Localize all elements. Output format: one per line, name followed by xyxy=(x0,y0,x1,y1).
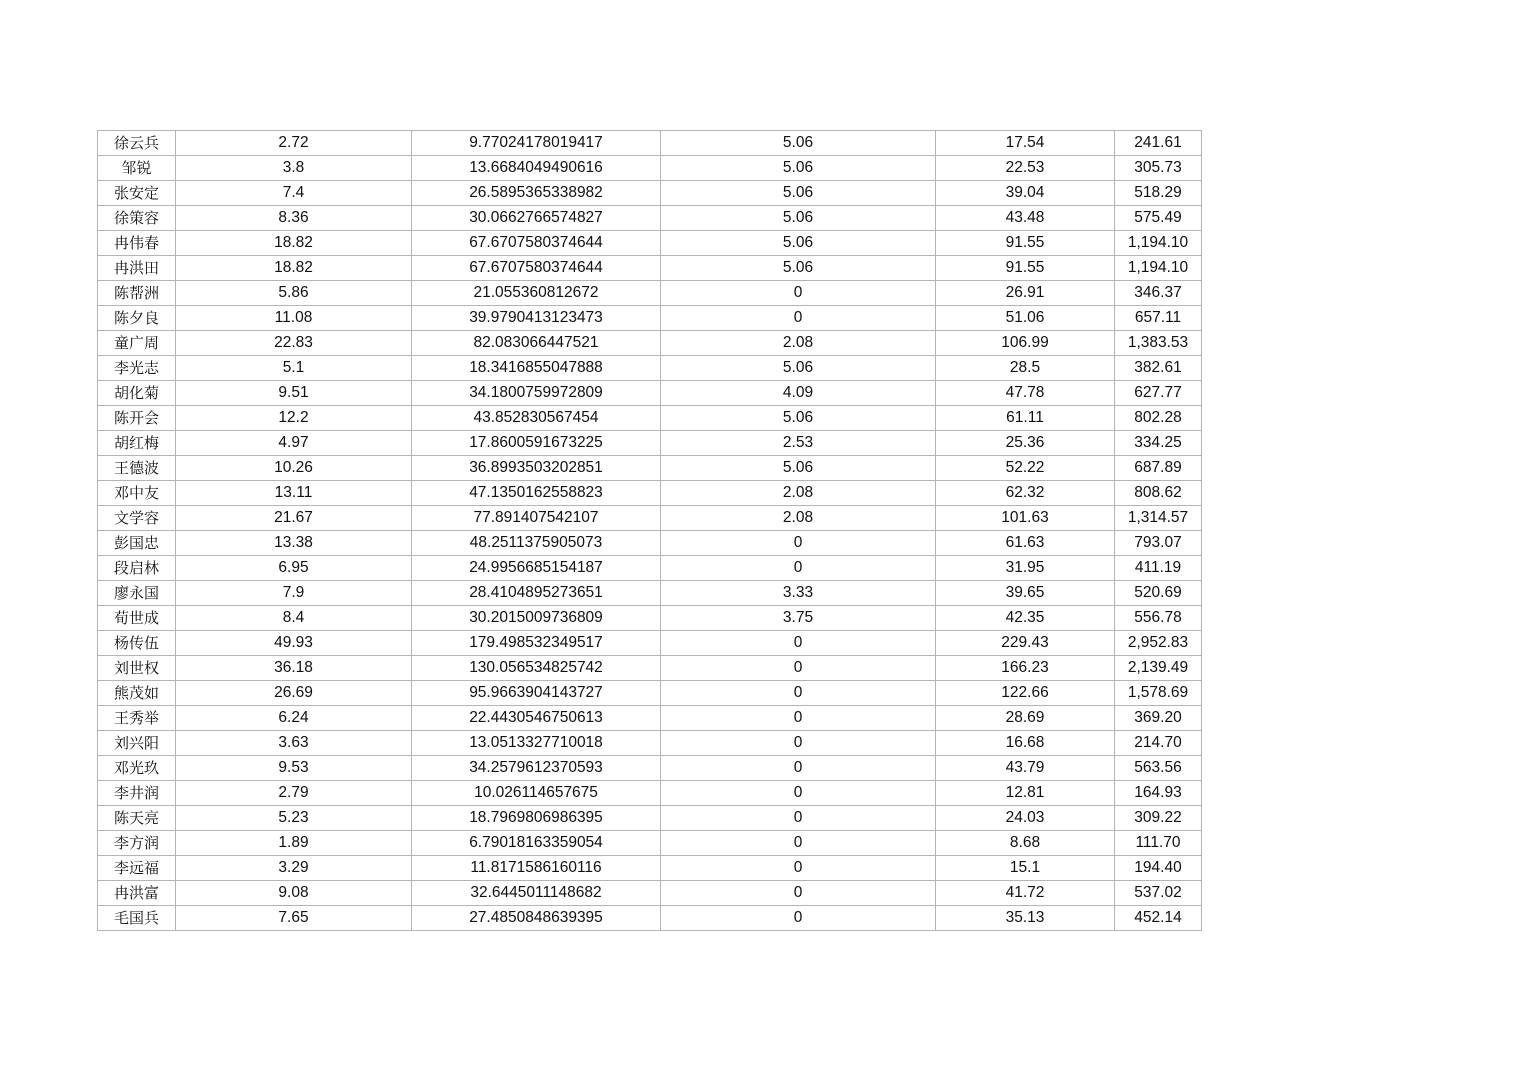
amount-cell: 518.29 xyxy=(1115,181,1202,206)
value-cell-3: 0 xyxy=(661,656,936,681)
amount-cell: 1,314.57 xyxy=(1115,506,1202,531)
value-cell-3: 0 xyxy=(661,556,936,581)
value-cell-3: 5.06 xyxy=(661,181,936,206)
value-cell-4: 28.69 xyxy=(936,706,1115,731)
name-cell: 陈帮洲 xyxy=(98,281,176,306)
value-cell-4: 43.48 xyxy=(936,206,1115,231)
value-cell-2: 34.2579612370593 xyxy=(412,756,661,781)
value-cell-1: 49.93 xyxy=(176,631,412,656)
value-cell-3: 0 xyxy=(661,756,936,781)
table-row xyxy=(98,256,1202,281)
value-cell-1: 1.89 xyxy=(176,831,412,856)
value-cell-3: 5.06 xyxy=(661,406,936,431)
name-cell: 段启林 xyxy=(98,556,176,581)
table-row xyxy=(98,631,1202,656)
value-cell-3: 0 xyxy=(661,631,936,656)
value-cell-4: 42.35 xyxy=(936,606,1115,631)
table-row xyxy=(98,606,1202,631)
value-cell-2: 30.2015009736809 xyxy=(412,606,661,631)
table-row xyxy=(98,731,1202,756)
value-cell-3: 4.09 xyxy=(661,381,936,406)
value-cell-3: 3.75 xyxy=(661,606,936,631)
value-cell-3: 0 xyxy=(661,831,936,856)
amount-cell: 241.61 xyxy=(1115,131,1202,156)
value-cell-3: 0 xyxy=(661,306,936,331)
value-cell-4: 39.65 xyxy=(936,581,1115,606)
value-cell-2: 34.1800759972809 xyxy=(412,381,661,406)
value-cell-4: 26.91 xyxy=(936,281,1115,306)
table-row xyxy=(98,306,1202,331)
name-cell: 廖永国 xyxy=(98,581,176,606)
table-row xyxy=(98,181,1202,206)
name-cell: 陈夕良 xyxy=(98,306,176,331)
value-cell-1: 22.83 xyxy=(176,331,412,356)
table-row xyxy=(98,531,1202,556)
value-cell-2: 24.9956685154187 xyxy=(412,556,661,581)
value-cell-4: 16.68 xyxy=(936,731,1115,756)
value-cell-4: 166.23 xyxy=(936,656,1115,681)
value-cell-1: 7.65 xyxy=(176,906,412,931)
value-cell-4: 15.1 xyxy=(936,856,1115,881)
table-row xyxy=(98,781,1202,806)
table-row xyxy=(98,381,1202,406)
value-cell-2: 13.6684049490616 xyxy=(412,156,661,181)
value-cell-4: 91.55 xyxy=(936,231,1115,256)
value-cell-1: 5.23 xyxy=(176,806,412,831)
value-cell-1: 3.63 xyxy=(176,731,412,756)
value-cell-1: 18.82 xyxy=(176,231,412,256)
value-cell-2: 21.055360812672 xyxy=(412,281,661,306)
name-cell: 邹锐 xyxy=(98,156,176,181)
value-cell-1: 21.67 xyxy=(176,506,412,531)
amount-cell: 369.20 xyxy=(1115,706,1202,731)
table-row xyxy=(98,906,1202,931)
amount-cell: 164.93 xyxy=(1115,781,1202,806)
value-cell-2: 179.498532349517 xyxy=(412,631,661,656)
value-cell-2: 67.6707580374644 xyxy=(412,256,661,281)
value-cell-2: 6.79018163359054 xyxy=(412,831,661,856)
name-cell: 邓中友 xyxy=(98,481,176,506)
table-row xyxy=(98,131,1202,156)
value-cell-2: 95.9663904143727 xyxy=(412,681,661,706)
value-cell-1: 26.69 xyxy=(176,681,412,706)
value-cell-3: 0 xyxy=(661,531,936,556)
table-row xyxy=(98,856,1202,881)
amount-cell: 556.78 xyxy=(1115,606,1202,631)
name-cell: 冉洪田 xyxy=(98,256,176,281)
value-cell-2: 47.1350162558823 xyxy=(412,481,661,506)
table-row xyxy=(98,431,1202,456)
value-cell-3: 5.06 xyxy=(661,256,936,281)
value-cell-4: 31.95 xyxy=(936,556,1115,581)
name-cell: 毛国兵 xyxy=(98,906,176,931)
value-cell-3: 2.08 xyxy=(661,481,936,506)
value-cell-3: 0 xyxy=(661,856,936,881)
name-cell: 彭国忠 xyxy=(98,531,176,556)
value-cell-1: 5.86 xyxy=(176,281,412,306)
amount-cell: 346.37 xyxy=(1115,281,1202,306)
amount-cell: 563.56 xyxy=(1115,756,1202,781)
table-row xyxy=(98,806,1202,831)
name-cell: 张安定 xyxy=(98,181,176,206)
amount-cell: 537.02 xyxy=(1115,881,1202,906)
value-cell-4: 24.03 xyxy=(936,806,1115,831)
value-cell-1: 36.18 xyxy=(176,656,412,681)
name-cell: 徐云兵 xyxy=(98,131,176,156)
value-cell-4: 229.43 xyxy=(936,631,1115,656)
value-cell-3: 0 xyxy=(661,706,936,731)
amount-cell: 808.62 xyxy=(1115,481,1202,506)
amount-cell: 520.69 xyxy=(1115,581,1202,606)
name-cell: 徐策容 xyxy=(98,206,176,231)
amount-cell: 2,139.49 xyxy=(1115,656,1202,681)
value-cell-4: 35.13 xyxy=(936,906,1115,931)
name-cell: 胡化菊 xyxy=(98,381,176,406)
value-cell-2: 28.4104895273651 xyxy=(412,581,661,606)
value-cell-1: 6.95 xyxy=(176,556,412,581)
value-cell-2: 10.026114657675 xyxy=(412,781,661,806)
value-cell-2: 11.8171586160116 xyxy=(412,856,661,881)
table-row xyxy=(98,456,1202,481)
value-cell-3: 2.53 xyxy=(661,431,936,456)
value-cell-2: 43.852830567454 xyxy=(412,406,661,431)
value-cell-1: 7.9 xyxy=(176,581,412,606)
value-cell-4: 47.78 xyxy=(936,381,1115,406)
table-row xyxy=(98,406,1202,431)
table-row xyxy=(98,881,1202,906)
value-cell-1: 3.8 xyxy=(176,156,412,181)
value-cell-3: 5.06 xyxy=(661,156,936,181)
amount-cell: 382.61 xyxy=(1115,356,1202,381)
value-cell-4: 25.36 xyxy=(936,431,1115,456)
amount-cell: 305.73 xyxy=(1115,156,1202,181)
table-row xyxy=(98,756,1202,781)
value-cell-1: 2.79 xyxy=(176,781,412,806)
table-row xyxy=(98,706,1202,731)
value-cell-4: 28.5 xyxy=(936,356,1115,381)
value-cell-2: 30.0662766574827 xyxy=(412,206,661,231)
value-cell-3: 5.06 xyxy=(661,231,936,256)
amount-cell: 1,194.10 xyxy=(1115,256,1202,281)
amount-cell: 687.89 xyxy=(1115,456,1202,481)
table-row xyxy=(98,231,1202,256)
name-cell: 熊茂如 xyxy=(98,681,176,706)
value-cell-4: 101.63 xyxy=(936,506,1115,531)
value-cell-1: 3.29 xyxy=(176,856,412,881)
name-cell: 李井润 xyxy=(98,781,176,806)
amount-cell: 575.49 xyxy=(1115,206,1202,231)
value-cell-4: 122.66 xyxy=(936,681,1115,706)
spreadsheet-page xyxy=(97,130,1202,931)
value-cell-3: 0 xyxy=(661,906,936,931)
value-cell-4: 8.68 xyxy=(936,831,1115,856)
value-cell-4: 52.22 xyxy=(936,456,1115,481)
amount-cell: 334.25 xyxy=(1115,431,1202,456)
value-cell-2: 36.8993503202851 xyxy=(412,456,661,481)
amount-cell: 214.70 xyxy=(1115,731,1202,756)
value-cell-4: 91.55 xyxy=(936,256,1115,281)
value-cell-1: 6.24 xyxy=(176,706,412,731)
table-row xyxy=(98,481,1202,506)
amount-cell: 194.40 xyxy=(1115,856,1202,881)
value-cell-2: 26.5895365338982 xyxy=(412,181,661,206)
amount-cell: 452.14 xyxy=(1115,906,1202,931)
value-cell-1: 13.11 xyxy=(176,481,412,506)
name-cell: 冉洪富 xyxy=(98,881,176,906)
table-body xyxy=(98,131,1202,931)
value-cell-4: 61.63 xyxy=(936,531,1115,556)
value-cell-1: 7.4 xyxy=(176,181,412,206)
name-cell: 李方润 xyxy=(98,831,176,856)
value-cell-1: 9.08 xyxy=(176,881,412,906)
amount-cell: 411.19 xyxy=(1115,556,1202,581)
amount-cell: 793.07 xyxy=(1115,531,1202,556)
value-cell-2: 18.7969806986395 xyxy=(412,806,661,831)
value-cell-4: 62.32 xyxy=(936,481,1115,506)
value-cell-1: 8.36 xyxy=(176,206,412,231)
value-cell-2: 17.8600591673225 xyxy=(412,431,661,456)
value-cell-4: 106.99 xyxy=(936,331,1115,356)
table-row xyxy=(98,356,1202,381)
value-cell-1: 2.72 xyxy=(176,131,412,156)
value-cell-3: 0 xyxy=(661,281,936,306)
amount-cell: 657.11 xyxy=(1115,306,1202,331)
name-cell: 陈天亮 xyxy=(98,806,176,831)
value-cell-1: 11.08 xyxy=(176,306,412,331)
amount-cell: 802.28 xyxy=(1115,406,1202,431)
name-cell: 刘兴阳 xyxy=(98,731,176,756)
name-cell: 陈开会 xyxy=(98,406,176,431)
value-cell-2: 18.3416855047888 xyxy=(412,356,661,381)
table-row xyxy=(98,281,1202,306)
name-cell: 胡红梅 xyxy=(98,431,176,456)
table-row xyxy=(98,156,1202,181)
table-row xyxy=(98,581,1202,606)
name-cell: 杨传伍 xyxy=(98,631,176,656)
value-cell-3: 0 xyxy=(661,731,936,756)
value-cell-3: 5.06 xyxy=(661,131,936,156)
name-cell: 王秀举 xyxy=(98,706,176,731)
value-cell-4: 61.11 xyxy=(936,406,1115,431)
value-cell-1: 12.2 xyxy=(176,406,412,431)
value-cell-3: 0 xyxy=(661,781,936,806)
value-cell-2: 48.2511375905073 xyxy=(412,531,661,556)
value-cell-3: 2.08 xyxy=(661,506,936,531)
value-cell-1: 5.1 xyxy=(176,356,412,381)
table-row xyxy=(98,331,1202,356)
table-row xyxy=(98,556,1202,581)
value-cell-1: 9.53 xyxy=(176,756,412,781)
value-cell-3: 0 xyxy=(661,806,936,831)
value-cell-1: 8.4 xyxy=(176,606,412,631)
value-cell-2: 39.9790413123473 xyxy=(412,306,661,331)
amount-cell: 1,194.10 xyxy=(1115,231,1202,256)
table-row xyxy=(98,206,1202,231)
value-cell-4: 43.79 xyxy=(936,756,1115,781)
name-cell: 冉伟春 xyxy=(98,231,176,256)
value-cell-3: 5.06 xyxy=(661,356,936,381)
value-cell-4: 17.54 xyxy=(936,131,1115,156)
amount-cell: 111.70 xyxy=(1115,831,1202,856)
amount-cell: 2,952.83 xyxy=(1115,631,1202,656)
value-cell-2: 9.77024178019417 xyxy=(412,131,661,156)
value-cell-3: 0 xyxy=(661,681,936,706)
table-row xyxy=(98,831,1202,856)
value-cell-1: 13.38 xyxy=(176,531,412,556)
value-cell-1: 10.26 xyxy=(176,456,412,481)
data-table xyxy=(97,130,1202,931)
name-cell: 李光志 xyxy=(98,356,176,381)
table-row xyxy=(98,681,1202,706)
value-cell-3: 0 xyxy=(661,881,936,906)
value-cell-1: 4.97 xyxy=(176,431,412,456)
value-cell-2: 82.083066447521 xyxy=(412,331,661,356)
value-cell-4: 22.53 xyxy=(936,156,1115,181)
value-cell-2: 27.4850848639395 xyxy=(412,906,661,931)
name-cell: 李远福 xyxy=(98,856,176,881)
value-cell-4: 12.81 xyxy=(936,781,1115,806)
value-cell-3: 5.06 xyxy=(661,206,936,231)
amount-cell: 1,383.53 xyxy=(1115,331,1202,356)
table-row xyxy=(98,656,1202,681)
table-row xyxy=(98,506,1202,531)
value-cell-1: 9.51 xyxy=(176,381,412,406)
name-cell: 刘世权 xyxy=(98,656,176,681)
value-cell-2: 67.6707580374644 xyxy=(412,231,661,256)
value-cell-4: 39.04 xyxy=(936,181,1115,206)
value-cell-2: 22.4430546750613 xyxy=(412,706,661,731)
amount-cell: 627.77 xyxy=(1115,381,1202,406)
name-cell: 童广周 xyxy=(98,331,176,356)
value-cell-2: 130.056534825742 xyxy=(412,656,661,681)
value-cell-2: 32.6445011148682 xyxy=(412,881,661,906)
value-cell-4: 51.06 xyxy=(936,306,1115,331)
value-cell-2: 13.0513327710018 xyxy=(412,731,661,756)
amount-cell: 309.22 xyxy=(1115,806,1202,831)
name-cell: 荀世成 xyxy=(98,606,176,631)
name-cell: 王德波 xyxy=(98,456,176,481)
value-cell-3: 3.33 xyxy=(661,581,936,606)
value-cell-2: 77.891407542107 xyxy=(412,506,661,531)
name-cell: 文学容 xyxy=(98,506,176,531)
amount-cell: 1,578.69 xyxy=(1115,681,1202,706)
value-cell-1: 18.82 xyxy=(176,256,412,281)
value-cell-3: 5.06 xyxy=(661,456,936,481)
value-cell-3: 2.08 xyxy=(661,331,936,356)
name-cell: 邓光玖 xyxy=(98,756,176,781)
value-cell-4: 41.72 xyxy=(936,881,1115,906)
